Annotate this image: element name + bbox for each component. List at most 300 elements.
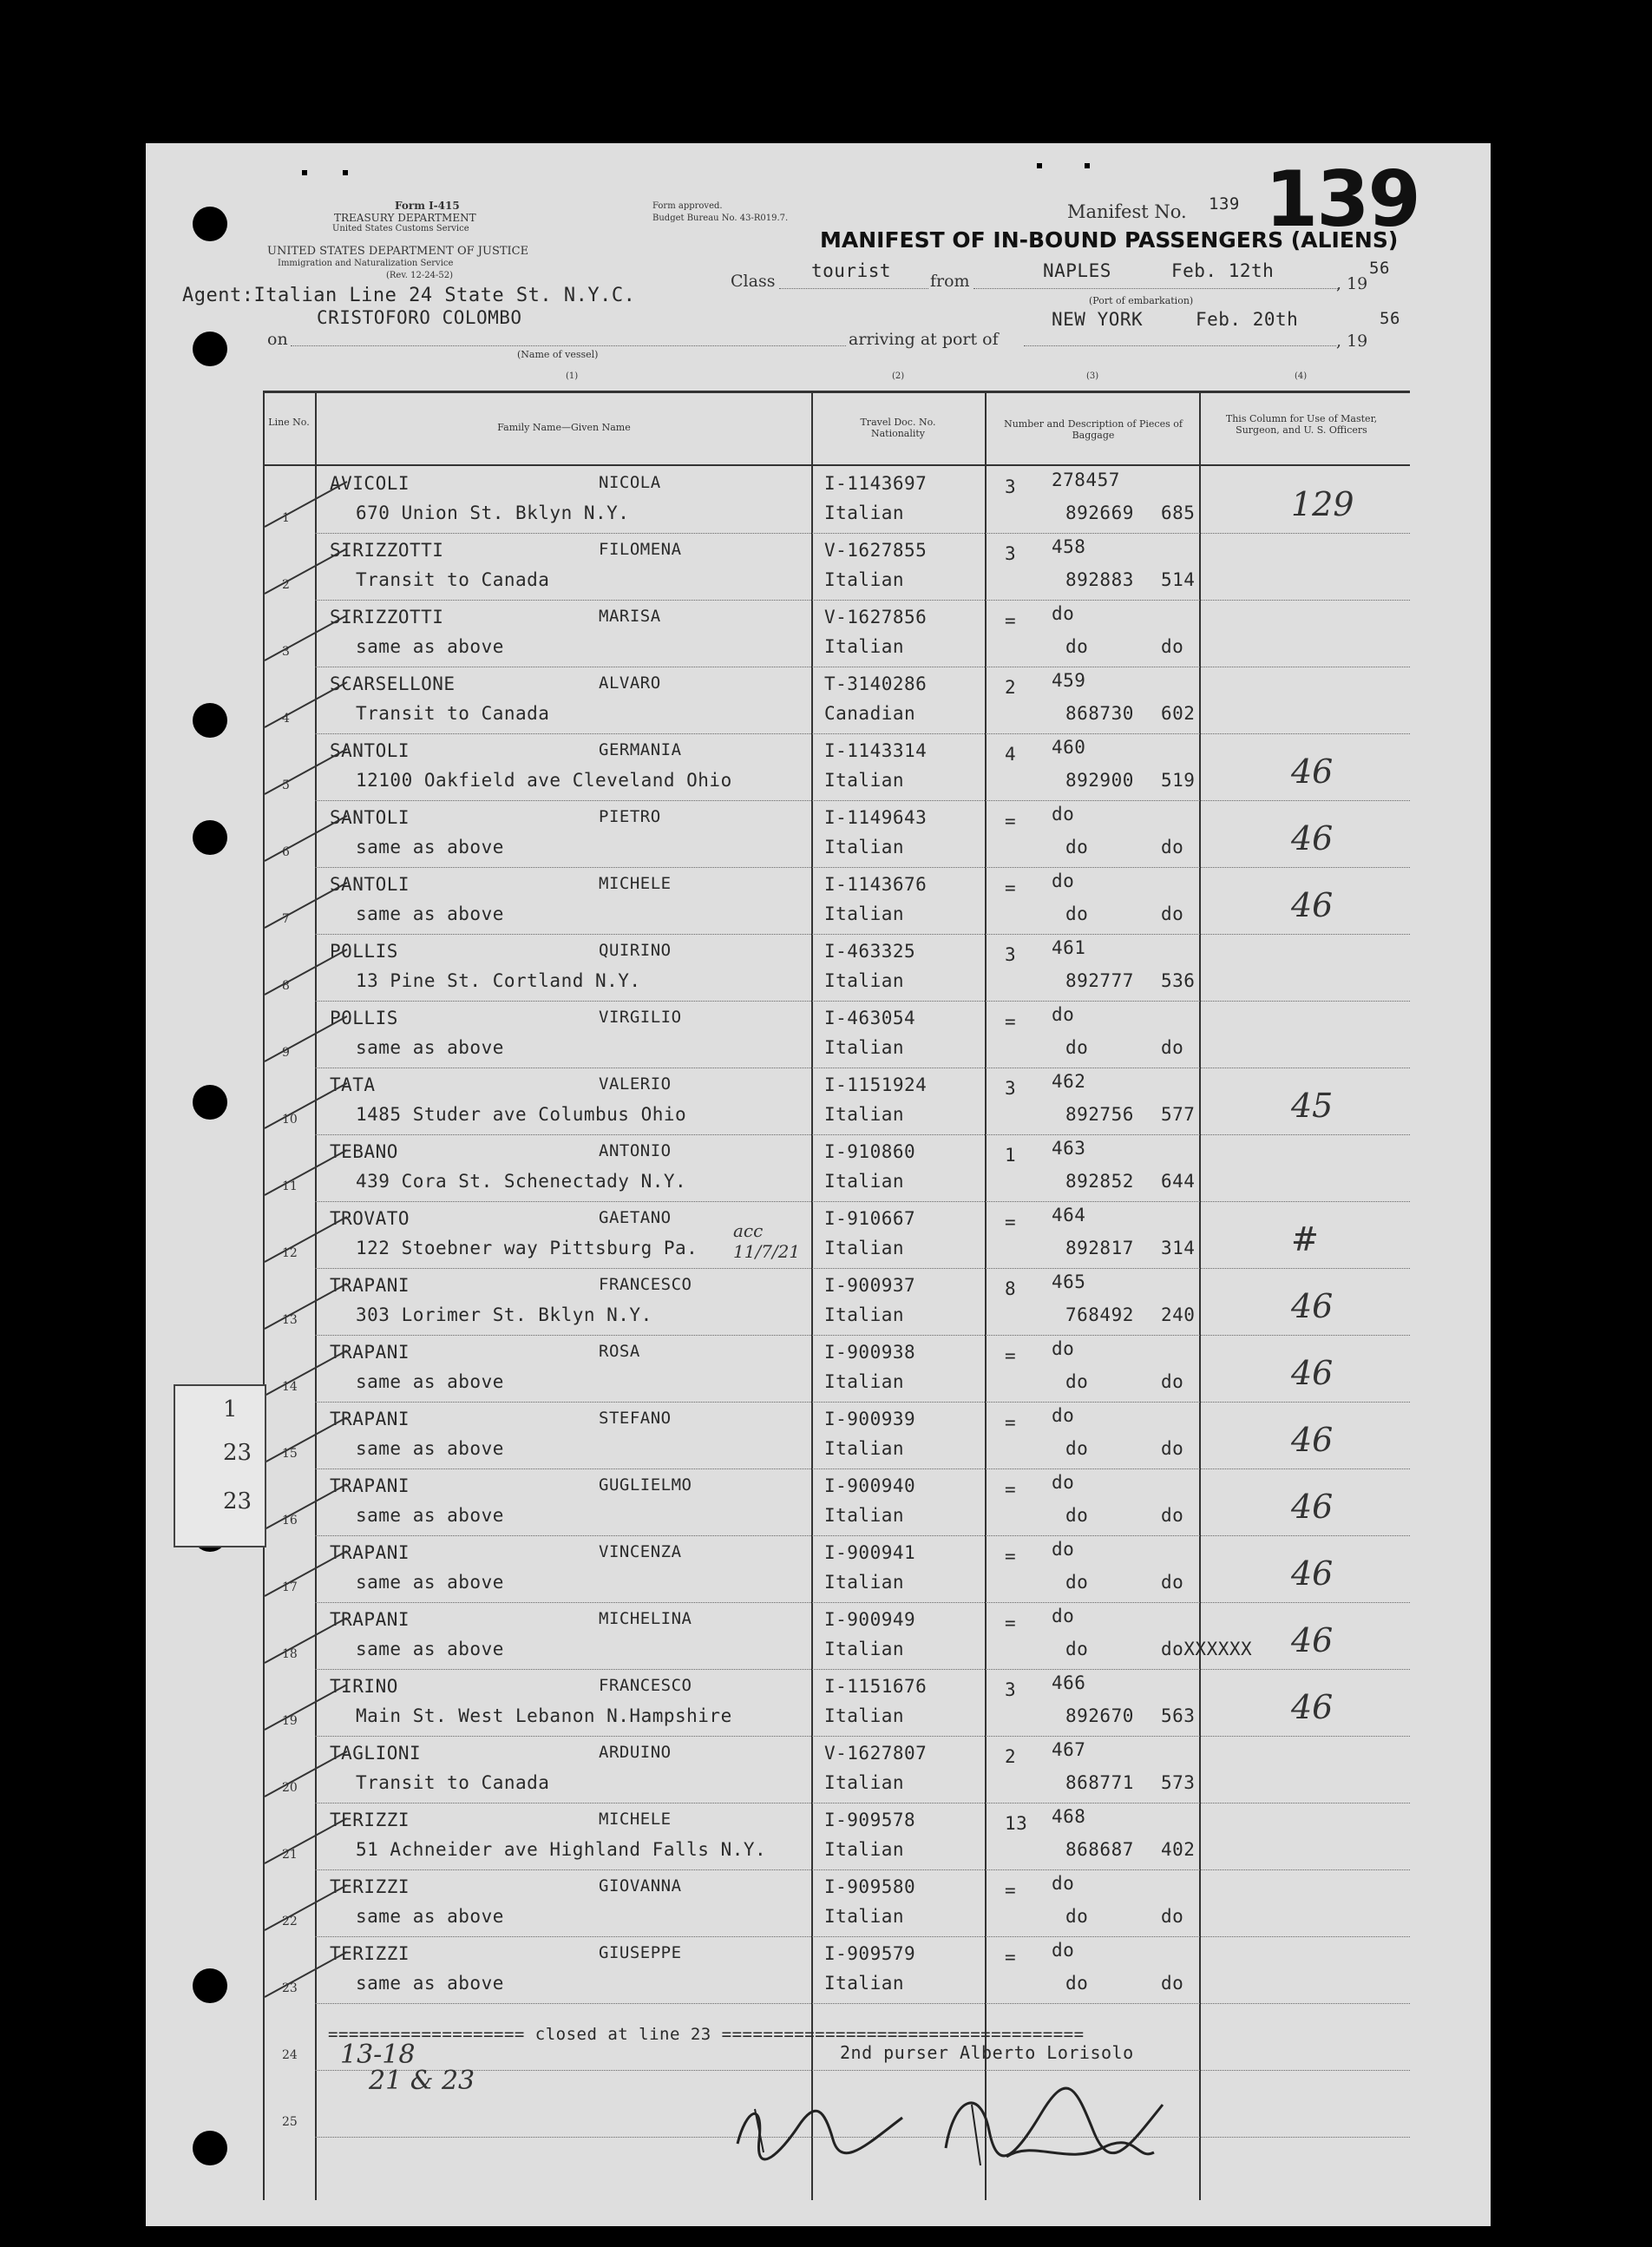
address: same as above — [356, 1037, 504, 1058]
baggage-number: 892669 — [1065, 503, 1134, 523]
travel-doc-no: I-900939 — [824, 1409, 916, 1429]
signature-1 — [729, 2092, 920, 2161]
baggage-count: do — [1161, 1037, 1184, 1058]
nationality: Italian — [824, 569, 905, 590]
officer-note: 46 — [1291, 1488, 1334, 1526]
line-number: 13 — [282, 1313, 298, 1327]
baggage-tag: 467 — [1052, 1739, 1086, 1760]
given-name: QUIRINO — [599, 941, 672, 960]
row-divider — [315, 533, 1410, 534]
travel-doc-no: I-900949 — [824, 1609, 916, 1630]
nationality: Italian — [824, 1572, 905, 1593]
check-mark — [260, 1143, 356, 1204]
arriving-rule — [1024, 345, 1336, 346]
baggage-number: 892900 — [1065, 770, 1134, 791]
address: same as above — [356, 1906, 504, 1927]
col-divider — [811, 391, 813, 2200]
officer-note: 46 — [1291, 1621, 1334, 1659]
purser-line: 2nd purser Alberto Lorisolo — [840, 2042, 1134, 2063]
family-name: TERIZZI — [330, 1943, 410, 1964]
baggage-pieces: 1 — [1005, 1145, 1017, 1166]
baggage-pieces: 2 — [1005, 677, 1017, 698]
from-port: NAPLES — [1043, 260, 1111, 281]
baggage-number: do — [1065, 636, 1089, 657]
family-name: AVICOLI — [330, 473, 410, 494]
side-stamp-line-3: 23 — [223, 1488, 252, 1514]
line-number: 11 — [282, 1179, 298, 1193]
check-mark — [260, 1878, 356, 1939]
baggage-pieces: 3 — [1005, 944, 1017, 965]
col-num-4: (4) — [1295, 371, 1308, 381]
vessel-name: CRISTOFORO COLOMBO — [317, 307, 522, 328]
given-name: ROSA — [599, 1342, 640, 1361]
baggage-number: do — [1065, 1505, 1089, 1526]
nationality: Italian — [824, 1973, 905, 1994]
binder-hole — [193, 820, 227, 855]
check-mark — [260, 1076, 356, 1137]
baggage-count: do — [1161, 837, 1184, 857]
baggage-number: do — [1065, 1572, 1089, 1593]
address: 51 Achneider ave Highland Falls N.Y. — [356, 1839, 767, 1860]
given-name: ALVARO — [599, 673, 661, 693]
travel-doc-no: I-463054 — [824, 1008, 916, 1028]
check-mark — [260, 809, 356, 870]
line-number: 8 — [282, 979, 290, 993]
baggage-count: 240 — [1161, 1304, 1196, 1325]
col-divider — [985, 391, 987, 2200]
family-name: TRAPANI — [330, 1409, 410, 1429]
address: 12100 Oakfield ave Cleveland Ohio — [356, 770, 732, 791]
family-name: TRAPANI — [330, 1609, 410, 1630]
address: same as above — [356, 636, 504, 657]
line-number: 3 — [282, 645, 290, 659]
nationality: Italian — [824, 1238, 905, 1258]
baggage-tag: 460 — [1052, 737, 1086, 758]
side-stamp — [174, 1384, 266, 1547]
row-divider — [315, 1468, 1410, 1469]
baggage-tag: 278457 — [1052, 470, 1120, 490]
baggage-number: 868771 — [1065, 1772, 1134, 1793]
baggage-number: do — [1065, 1639, 1089, 1659]
family-name: POLLIS — [330, 1008, 398, 1028]
scan-mark — [1037, 163, 1042, 168]
nationality: Italian — [824, 1906, 905, 1927]
hand-note-lines-2: 21 & 23 — [369, 2066, 475, 2096]
travel-doc-no: I-910860 — [824, 1141, 916, 1162]
given-name: NICOLA — [599, 473, 661, 492]
address: same as above — [356, 1505, 504, 1526]
row-divider — [315, 1268, 1410, 1269]
check-mark — [260, 1678, 356, 1738]
line-number: 2 — [282, 578, 290, 592]
row-divider — [315, 1134, 1410, 1135]
baggage-count: 519 — [1161, 770, 1196, 791]
scan-mark — [1085, 163, 1090, 168]
side-stamp-line-1: 1 — [223, 1396, 238, 1422]
baggage-count: do — [1161, 1371, 1184, 1392]
baggage-pieces: = — [1005, 1546, 1017, 1567]
travel-doc-no: I-910667 — [824, 1208, 916, 1229]
closed-at-line: =================== closed at line 23 =================================== — [328, 2025, 1085, 2044]
baggage-tag: do — [1052, 804, 1075, 825]
baggage-pieces: 3 — [1005, 476, 1017, 497]
scan-mark — [343, 170, 348, 175]
travel-doc-no: V-1627807 — [824, 1743, 928, 1764]
on-label: on — [267, 330, 288, 349]
manifest-no-stamp: 139 — [1265, 154, 1419, 244]
address: 122 Stoebner way Pittsburg Pa. — [356, 1238, 698, 1258]
check-mark — [260, 943, 356, 1003]
baggage-tag: do — [1052, 1940, 1075, 1961]
given-name: GAETANO — [599, 1208, 672, 1227]
nationality: Italian — [824, 1639, 905, 1659]
baggage-pieces: = — [1005, 1412, 1017, 1433]
line-number: 23 — [282, 1981, 298, 1995]
family-name: SIRIZZOTTI — [330, 607, 444, 627]
address: Transit to Canada — [356, 569, 550, 590]
binder-hole — [193, 703, 227, 738]
check-mark — [260, 542, 356, 602]
baggage-count: 685 — [1161, 503, 1196, 523]
baggage-count: do — [1161, 636, 1184, 657]
address: 670 Union St. Bklyn N.Y. — [356, 503, 630, 523]
travel-doc-no: I-1143676 — [824, 874, 928, 895]
line-number: 22 — [282, 1915, 298, 1928]
baggage-tag: do — [1052, 871, 1075, 891]
line-number: 16 — [282, 1514, 298, 1528]
travel-doc-no: V-1627856 — [824, 607, 928, 627]
line-number: 7 — [282, 912, 290, 926]
nationality: Italian — [824, 1171, 905, 1192]
given-name: MARISA — [599, 607, 661, 626]
baggage-number: do — [1065, 903, 1089, 924]
row-divider — [315, 1201, 1410, 1202]
officer-note: 46 — [1291, 752, 1334, 791]
customs-service: United States Customs Service — [332, 224, 469, 233]
col-header-travel-doc: Travel Doc. No. Nationality — [860, 417, 936, 439]
baggage-pieces: = — [1005, 1613, 1017, 1633]
baggage-tag: do — [1052, 1405, 1075, 1426]
baggage-count: do — [1161, 1906, 1184, 1927]
trovato-note: acc 11/7/21 — [733, 1220, 801, 1262]
row-divider — [315, 1669, 1410, 1670]
travel-doc-no: I-1143314 — [824, 740, 928, 761]
baggage-tag: 465 — [1052, 1271, 1086, 1292]
row-divider — [315, 1736, 1410, 1737]
line-number: 17 — [282, 1580, 298, 1594]
given-name: FRANCESCO — [599, 1676, 692, 1695]
baggage-tag: do — [1052, 603, 1075, 624]
nationality: Italian — [824, 770, 905, 791]
check-mark — [260, 1611, 356, 1672]
budget-bureau: Budget Bureau No. 43-R019.7. — [652, 214, 789, 223]
line-number: 12 — [282, 1246, 298, 1260]
baggage-count: 514 — [1161, 569, 1196, 590]
nationality: Italian — [824, 636, 905, 657]
binder-hole — [193, 1968, 227, 2003]
travel-doc-no: I-1143697 — [824, 473, 928, 494]
baggage-tag: 462 — [1052, 1071, 1086, 1092]
baggage-pieces: = — [1005, 610, 1017, 631]
given-name: ARDUINO — [599, 1743, 672, 1762]
nationality: Italian — [824, 1438, 905, 1459]
nationality: Italian — [824, 1104, 905, 1125]
row-divider — [315, 800, 1410, 801]
row-divider — [315, 600, 1410, 601]
family-name: TROVATO — [330, 1208, 410, 1229]
side-stamp-line-2: 23 — [223, 1440, 252, 1466]
family-name: SIRIZZOTTI — [330, 540, 444, 561]
row-divider — [315, 1803, 1410, 1804]
nationality: Italian — [824, 1705, 905, 1726]
travel-doc-no: V-1627855 — [824, 540, 928, 561]
check-mark — [260, 1410, 356, 1471]
officer-note: 46 — [1291, 1354, 1334, 1392]
row-divider — [315, 1936, 1410, 1937]
family-name: SANTOLI — [330, 807, 410, 828]
baggage-pieces: 8 — [1005, 1278, 1017, 1299]
address: same as above — [356, 1438, 504, 1459]
check-mark — [260, 1811, 356, 1872]
travel-doc-no: I-909579 — [824, 1943, 916, 1964]
check-mark — [260, 608, 356, 669]
officer-note: 46 — [1291, 1688, 1334, 1726]
baggage-pieces: 3 — [1005, 1078, 1017, 1099]
given-name: PIETRO — [599, 807, 661, 826]
travel-doc-no: I-463325 — [824, 941, 916, 962]
binder-hole — [193, 2131, 227, 2165]
address: same as above — [356, 903, 504, 924]
line-number: 4 — [282, 712, 290, 726]
address: 303 Lorimer St. Bklyn N.Y. — [356, 1304, 652, 1325]
baggage-count: 573 — [1161, 1772, 1196, 1793]
travel-doc-no: I-900937 — [824, 1275, 916, 1296]
given-name: FRANCESCO — [599, 1275, 692, 1294]
class-rule — [779, 288, 928, 289]
baggage-count: 602 — [1161, 703, 1196, 724]
officer-note: 46 — [1291, 1554, 1334, 1593]
travel-doc-no: T-3140286 — [824, 673, 928, 694]
family-name: TRAPANI — [330, 1275, 410, 1296]
ins-service: Immigration and Naturalization Service — [278, 259, 454, 268]
family-name: TEBANO — [330, 1141, 398, 1162]
baggage-count: do — [1161, 1438, 1184, 1459]
given-name: VALERIO — [599, 1074, 672, 1094]
baggage-number: 892756 — [1065, 1104, 1134, 1125]
col-num-3: (3) — [1086, 371, 1099, 381]
nationality: Italian — [824, 1772, 905, 1793]
family-name: TRAPANI — [330, 1342, 410, 1363]
nationality: Italian — [824, 903, 905, 924]
arrival-date: Feb. 20th — [1196, 309, 1299, 330]
row-divider — [315, 2070, 1410, 2071]
from-label: from — [930, 272, 970, 291]
nationality: Italian — [824, 1371, 905, 1392]
row-divider — [315, 733, 1410, 734]
address: 13 Pine St. Cortland N.Y. — [356, 970, 641, 991]
officer-note: 45 — [1291, 1087, 1334, 1125]
baggage-tag: 461 — [1052, 937, 1086, 958]
baggage-count: do — [1161, 1505, 1184, 1526]
check-mark — [260, 1477, 356, 1538]
baggage-pieces: = — [1005, 1947, 1017, 1968]
given-name: MICHELE — [599, 1810, 672, 1829]
officer-note: 129 — [1291, 485, 1354, 523]
line-number: 25 — [282, 2115, 298, 2129]
travel-doc-no: I-900938 — [824, 1342, 916, 1363]
manifest-no-typed: 139 — [1209, 194, 1240, 214]
baggage-pieces: = — [1005, 811, 1017, 831]
signature-2 — [928, 2079, 1180, 2174]
from-year: 56 — [1369, 259, 1390, 278]
given-name: GIOVANNA — [599, 1876, 682, 1895]
officer-note: 46 — [1291, 1421, 1334, 1459]
baggage-count: do — [1161, 1572, 1184, 1593]
manifest-title: MANIFEST OF IN-BOUND PASSENGERS (ALIENS) — [820, 227, 1399, 253]
nationality: Italian — [824, 1505, 905, 1526]
baggage-number: 768492 — [1065, 1304, 1134, 1325]
baggage-count: 402 — [1161, 1839, 1196, 1860]
row-divider — [315, 934, 1410, 935]
baggage-number: 892852 — [1065, 1171, 1134, 1192]
baggage-number: do — [1065, 1371, 1089, 1392]
nationality: Italian — [824, 1304, 905, 1325]
baggage-tag: do — [1052, 1004, 1075, 1025]
class-label: Class — [731, 272, 776, 291]
check-mark — [260, 1945, 356, 2006]
check-mark — [260, 475, 356, 535]
check-mark — [260, 1344, 356, 1404]
line-number: 24 — [282, 2048, 298, 2062]
line-number: 10 — [282, 1113, 298, 1127]
address: same as above — [356, 1973, 504, 1994]
check-mark — [260, 675, 356, 736]
nationality: Italian — [824, 837, 905, 857]
nationality: Canadian — [824, 703, 916, 724]
baggage-tag: 466 — [1052, 1672, 1086, 1693]
baggage-pieces: = — [1005, 1345, 1017, 1366]
baggage-pieces: = — [1005, 877, 1017, 898]
baggage-pieces: 2 — [1005, 1746, 1017, 1767]
baggage-tag: 468 — [1052, 1806, 1086, 1827]
baggage-number: do — [1065, 1973, 1089, 1994]
header-bottom-border — [263, 464, 1410, 466]
travel-doc-no: I-900940 — [824, 1475, 916, 1496]
family-name: TATA — [330, 1074, 376, 1095]
year-label-1: , 19 — [1336, 274, 1368, 293]
nationality: Italian — [824, 970, 905, 991]
baggage-tag: 458 — [1052, 536, 1086, 557]
baggage-count: do — [1161, 903, 1184, 924]
baggage-pieces: = — [1005, 1212, 1017, 1232]
baggage-number: do — [1065, 1906, 1089, 1927]
from-date: Feb. 12th — [1171, 260, 1275, 281]
treasury-dept: TREASURY DEPARTMENT — [334, 212, 476, 224]
given-name: GERMANIA — [599, 740, 682, 759]
travel-doc-no: I-1151924 — [824, 1074, 928, 1095]
travel-doc-no: I-900941 — [824, 1542, 916, 1563]
baggage-tag: 464 — [1052, 1205, 1086, 1225]
row-divider — [315, 1535, 1410, 1536]
officer-note: # — [1291, 1220, 1319, 1258]
manifest-no-label: Manifest No. — [1067, 201, 1187, 222]
form-number: Form I-415 — [395, 200, 460, 212]
baggage-count: 314 — [1161, 1238, 1196, 1258]
family-name: SCARSELLONE — [330, 673, 456, 694]
on-rule — [291, 345, 846, 346]
baggage-number: do — [1065, 1037, 1089, 1058]
address: Main St. West Lebanon N.Hampshire — [356, 1705, 732, 1726]
row-divider — [315, 1602, 1410, 1603]
family-name: SANTOLI — [330, 874, 410, 895]
given-name: STEFANO — [599, 1409, 672, 1428]
line-number: 15 — [282, 1447, 298, 1461]
given-name: GIUSEPPE — [599, 1943, 682, 1962]
arrival-year: 56 — [1380, 309, 1400, 328]
scan-mark — [302, 170, 307, 175]
travel-doc-no: I-909578 — [824, 1810, 916, 1830]
col-header-name: Family Name—Given Name — [497, 422, 631, 433]
given-name: MICHELINA — [599, 1609, 692, 1628]
baggage-number: do — [1065, 1438, 1089, 1459]
family-name: TERIZZI — [330, 1876, 410, 1897]
line-number: 9 — [282, 1046, 290, 1060]
family-name: TIRINO — [330, 1676, 398, 1697]
line-number: 5 — [282, 779, 290, 792]
family-name: TRAPANI — [330, 1542, 410, 1563]
address: same as above — [356, 1639, 504, 1659]
line-number: 6 — [282, 845, 290, 859]
line-number: 1 — [282, 511, 290, 525]
table-top-border — [263, 391, 1410, 393]
baggage-number: 868687 — [1065, 1839, 1134, 1860]
line-number: 19 — [282, 1714, 298, 1728]
row-divider — [315, 1869, 1410, 1870]
baggage-tag: do — [1052, 1338, 1075, 1359]
baggage-pieces: 13 — [1005, 1813, 1028, 1834]
arrival-port: NEW YORK — [1052, 309, 1144, 330]
justice-dept: UNITED STATES DEPARTMENT OF JUSTICE — [267, 245, 529, 258]
baggage-count: 563 — [1161, 1705, 1196, 1726]
baggage-tag: 459 — [1052, 670, 1086, 691]
travel-doc-no: I-1151676 — [824, 1676, 928, 1697]
given-name: VINCENZA — [599, 1542, 682, 1561]
line-number: 18 — [282, 1647, 298, 1661]
baggage-number: 892670 — [1065, 1705, 1134, 1726]
check-mark — [260, 1277, 356, 1337]
port-embarkation-label: (Port of embarkation) — [1089, 295, 1194, 306]
binder-hole — [193, 332, 227, 366]
from-rule — [974, 288, 1338, 289]
address: same as above — [356, 1572, 504, 1593]
baggage-pieces: 4 — [1005, 744, 1017, 765]
baggage-count: 536 — [1161, 970, 1196, 991]
col-divider — [1199, 391, 1201, 2200]
binder-hole — [193, 207, 227, 241]
check-mark — [260, 1544, 356, 1605]
family-name: TRAPANI — [330, 1475, 410, 1496]
hand-note-lines: 13-18 — [340, 2040, 416, 2070]
vessel-name-label: (Name of vessel) — [517, 349, 599, 360]
class-value: tourist — [811, 260, 892, 281]
row-divider — [315, 1335, 1410, 1336]
baggage-count: 577 — [1161, 1104, 1196, 1125]
form-revision: (Rev. 12-24-52) — [386, 271, 454, 280]
col-header-baggage: Number and Description of Pieces of Baggage — [1004, 418, 1183, 441]
baggage-number: 892817 — [1065, 1238, 1134, 1258]
baggage-count: do — [1161, 1973, 1184, 1994]
baggage-number: 892883 — [1065, 569, 1134, 590]
